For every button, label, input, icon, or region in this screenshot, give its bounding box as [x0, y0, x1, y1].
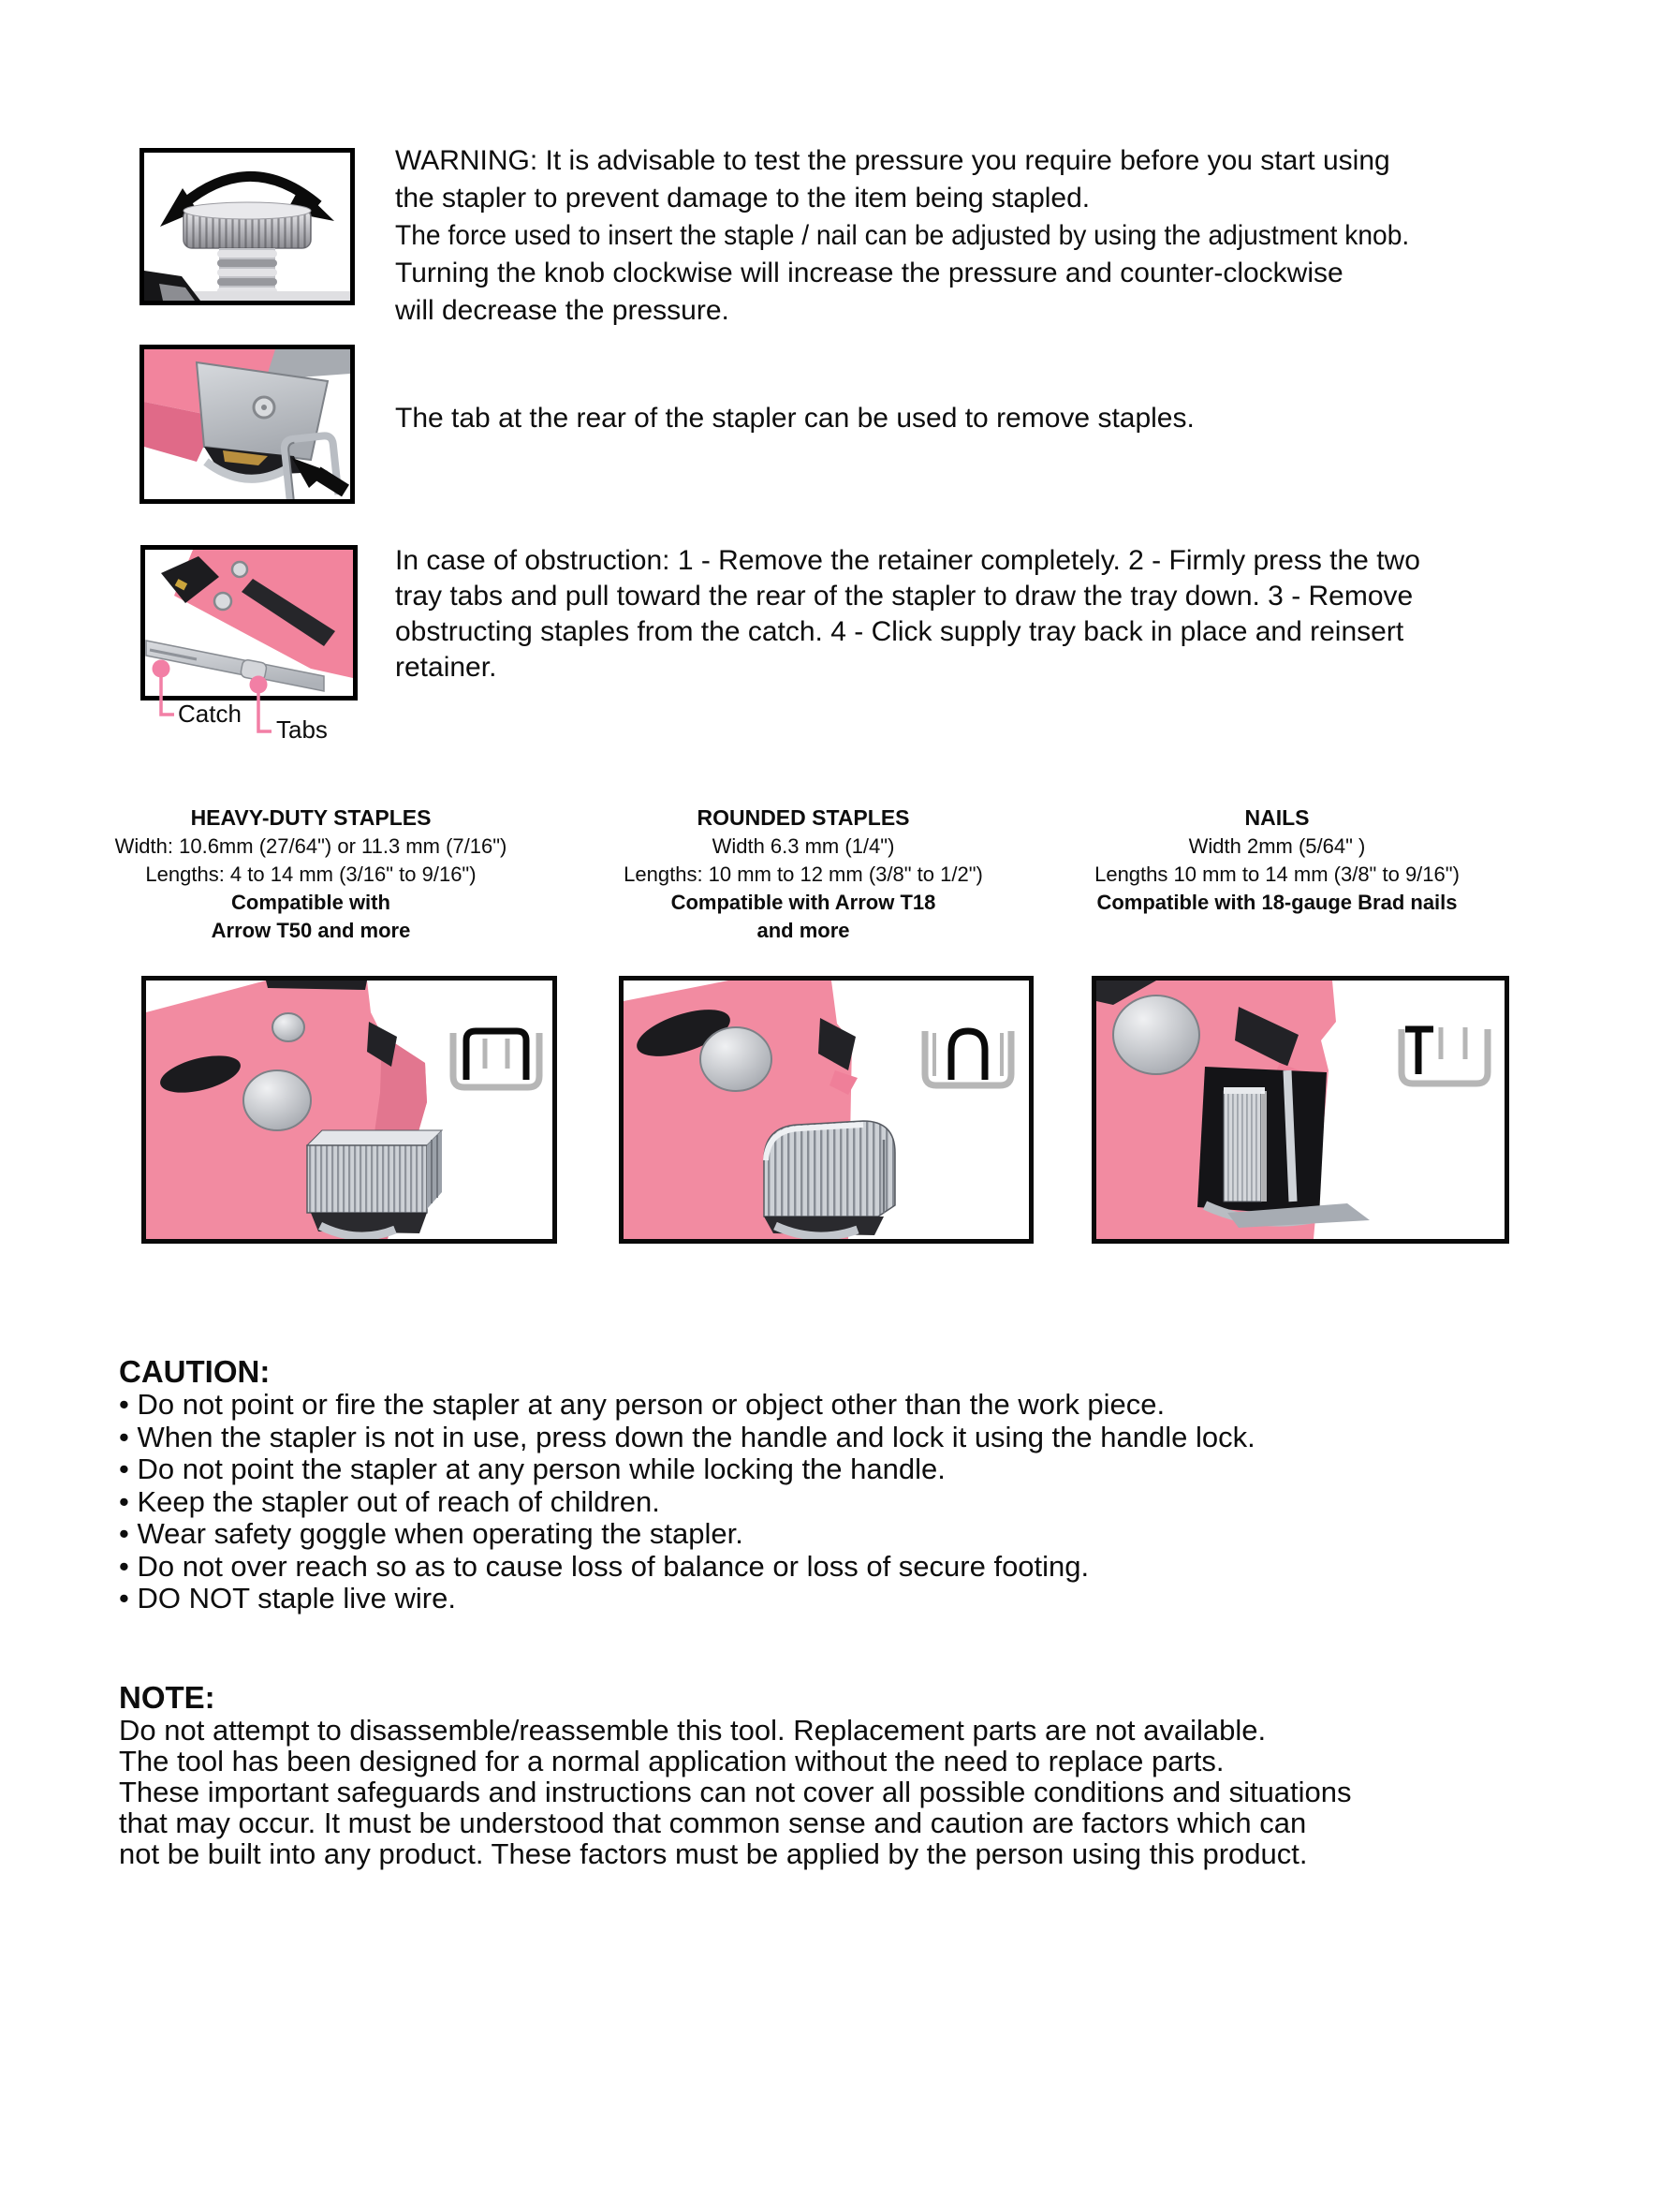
note-line: not be built into any product. These factors must be applied by the person using this product.: [119, 1837, 1308, 1870]
rivet: [272, 1013, 304, 1041]
brad-nail-icon: [1402, 1027, 1488, 1084]
nails-figure: [1092, 976, 1509, 1244]
warning-line: Turning the knob clockwise will increase the pressure and counter-clockwise: [395, 258, 1343, 288]
rivet: [1113, 995, 1199, 1074]
tabs-label: Tabs: [276, 715, 328, 744]
spec-compatibility: Compatible with 18-gauge Brad nails: [1096, 891, 1458, 914]
spec-title: NAILS: [1244, 805, 1310, 830]
spec-title: HEAVY-DUTY STAPLES: [190, 805, 432, 830]
spec-compatibility: Arrow T50 and more: [211, 919, 411, 942]
adjustment-knob-figure: [139, 148, 355, 305]
spec-compatibility: Compatible with Arrow T18: [670, 891, 936, 914]
spec-title: ROUNDED STAPLES: [697, 805, 910, 830]
caution-title: CAUTION:: [119, 1354, 271, 1389]
heavy-duty-staples-figure: [141, 976, 557, 1244]
warning-line: the stapler to prevent damage to the item being stapled.: [395, 183, 1091, 214]
threaded-shaft: [217, 248, 277, 295]
obstruction-paragraph: [395, 543, 1420, 686]
rivet: [243, 1070, 311, 1130]
rear-tab-figure: [139, 345, 355, 504]
note-line: These important safeguards and instructions can not cover all possible conditions and situations: [119, 1776, 1352, 1808]
spec-compatibility: and more: [756, 919, 850, 942]
caution-item: • DO NOT staple live wire.: [119, 1582, 456, 1615]
staple-strip: [307, 1130, 442, 1213]
spec-lengths: Lengths 10 mm to 14 mm (3/8" to 9/16"): [1094, 863, 1460, 886]
spec-column-rounded: [597, 804, 1009, 945]
nails-photo: [1096, 981, 1505, 1239]
rounded-staples-photo: [624, 981, 1029, 1239]
rivet: [700, 1027, 771, 1091]
obstruction-line: tray tabs and pull toward the rear of the stapler to draw the tray down. 3 - Remove: [395, 581, 1414, 612]
flat-staple-icon: [453, 1031, 539, 1087]
caution-item: • Do not point or fire the stapler at any person or object other than the work piece.: [119, 1388, 1166, 1421]
staple-strip: [764, 1121, 895, 1217]
spec-lengths: Lengths: 4 to 14 mm (3/16" to 9/16"): [145, 863, 477, 886]
caution-item: • Do not over reach so as to cause loss of balance or loss of secure footing.: [119, 1549, 1090, 1583]
obstruction-line: In case of obstruction: 1 - Remove the retainer completely. 2 - Firmly press the two: [395, 545, 1420, 576]
adjustment-knob-photo: [144, 153, 350, 301]
spec-width: Width 2mm (5/64" ): [1188, 834, 1366, 858]
warning-line: The force used to insert the staple / nail can be adjusted by using the adjustment knob.: [395, 220, 1410, 251]
knurled-knob: [184, 202, 311, 248]
caution-item: • Wear safety goggle when operating the stapler.: [119, 1517, 743, 1550]
rear-tab-photo: [144, 349, 350, 499]
rounded-staples-figure: [619, 976, 1034, 1244]
note-title: NOTE:: [119, 1680, 215, 1715]
warning-paragraph: [395, 142, 1474, 330]
warning-line: WARNING: It is advisable to test the pressure you require before you start using: [395, 145, 1390, 176]
note-line: that may occur. It must be understood that common sense and caution are factors which can: [119, 1806, 1307, 1839]
obstruction-line: obstructing staples from the catch. 4 - Click supply tray back in place and reinsert: [395, 616, 1404, 647]
obstruction-line: retainer.: [395, 652, 497, 683]
note-line: Do not attempt to disassemble/reassemble this tool. Replacement parts are not available.: [119, 1714, 1267, 1747]
catch-label: Catch: [178, 700, 242, 728]
spec-width: Width 6.3 mm (1/4"): [712, 834, 895, 858]
spec-column-nails: [1071, 804, 1483, 917]
spec-compatibility: Compatible with: [231, 891, 390, 914]
rounded-staple-icon: [925, 1031, 1011, 1085]
spec-lengths: Lengths: 10 mm to 12 mm (3/8" to 1/2"): [624, 863, 983, 886]
note-line: The tool has been designed for a normal application without the need to replace parts.: [119, 1745, 1225, 1777]
spec-column-heavy-duty: [105, 804, 517, 945]
caution-item: • Do not point the stapler at any person while locking the handle.: [119, 1453, 946, 1485]
warning-line: will decrease the pressure.: [395, 295, 729, 326]
base-plate: [176, 291, 350, 301]
tab-sentence: The tab at the rear of the stapler can be used to remove staples.: [395, 403, 1195, 434]
note-section: [119, 1680, 1352, 1869]
caution-item: • When the stapler is not in use, press down the handle and lock it using the handle lock.: [119, 1420, 1255, 1453]
nail-strip: [1224, 1087, 1267, 1202]
pointer-arrow-icon: [292, 458, 349, 496]
caution-section: [119, 1354, 1255, 1615]
caution-item: • Keep the stapler out of reach of children.: [119, 1484, 660, 1518]
spec-width: Width: 10.6mm (27/64") or 11.3 mm (7/16"): [114, 834, 507, 858]
heavy-duty-staples-photo: [146, 981, 552, 1239]
